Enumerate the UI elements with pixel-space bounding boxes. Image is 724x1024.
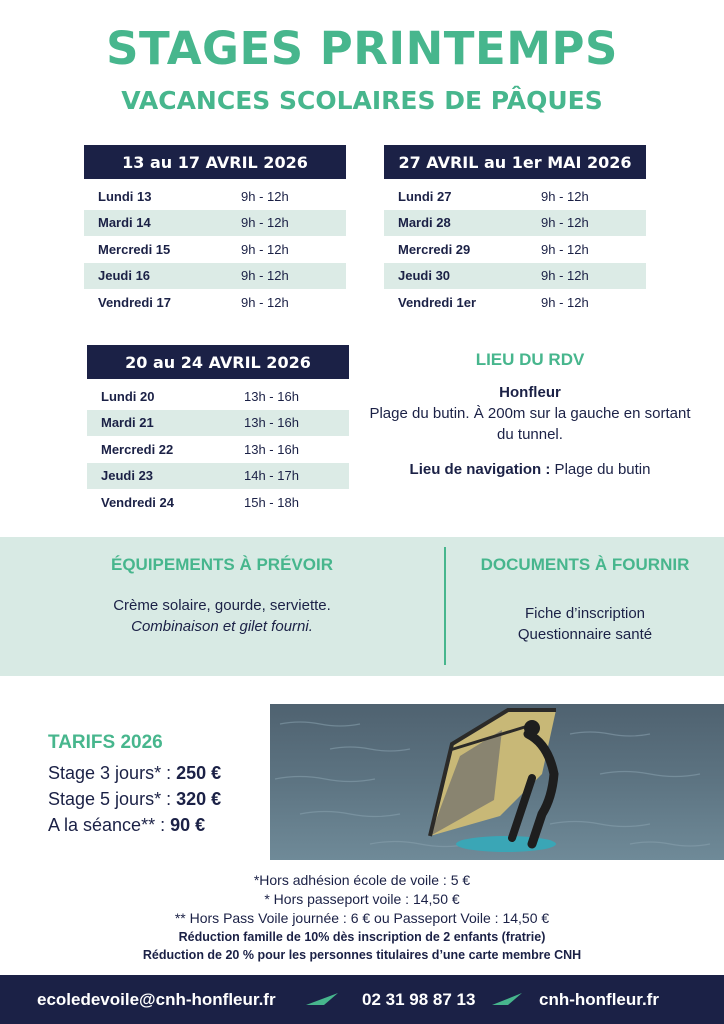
tarif-row	[48, 812, 221, 838]
schedule-row	[384, 263, 646, 290]
schedule-day: Mardi 28	[398, 215, 451, 231]
equipment-section	[0, 555, 444, 637]
schedule-hours: 13h - 16h	[244, 415, 299, 431]
schedule-day: Mardi 21	[101, 415, 154, 431]
documents-line: Fiche d’inscription	[524, 605, 646, 622]
note-line: *Hors adhésion école de voile : 5 €	[253, 872, 471, 888]
tarif-label: Stage 5 jours* :	[48, 789, 177, 809]
schedule-day: Lundi 20	[101, 388, 155, 404]
schedule-week-2	[384, 145, 646, 316]
schedule-day: Vendredi 1er	[398, 294, 477, 310]
note-line: ** Hors Pass Voile journée : 6 € ou Passeport Voile : 14,50 €	[174, 910, 550, 926]
schedule-hours: 9h - 12h	[241, 268, 289, 284]
schedule-row	[384, 183, 646, 210]
schedule-row	[84, 263, 346, 290]
schedule-hours: 9h - 12h	[541, 215, 589, 231]
tarif-label: A la séance** :	[48, 815, 171, 835]
tarif-label: Stage 3 jours* :	[48, 763, 177, 783]
schedule-row	[87, 383, 349, 410]
schedule-day: Mercredi 15	[98, 241, 171, 257]
navigation-value: Plage du butin	[550, 461, 651, 478]
documents-section	[446, 555, 724, 645]
schedule-row	[87, 410, 349, 437]
page-subtitle: VACANCES SCOLAIRES DE PÂQUES	[121, 86, 603, 115]
schedule-row	[84, 236, 346, 263]
schedule-hours: 9h - 12h	[241, 241, 289, 257]
schedule-hours: 9h - 12h	[241, 294, 289, 310]
schedule-day: Jeudi 16	[98, 268, 151, 284]
discount-line: Réduction famille de 10% dès inscription de 2 enfants (fratrie)	[178, 930, 546, 944]
tarif-price: 320 €	[176, 789, 222, 809]
schedule-hours: 9h - 12h	[541, 241, 589, 257]
schedule-hours: 9h - 12h	[241, 188, 289, 204]
meeting-place-title: LIEU DU RDV	[475, 350, 585, 369]
schedule-title: 27 AVRIL au 1er MAI 2026	[384, 145, 646, 179]
footer-email-link[interactable]: ecoledevoile@cnh-honfleur.fr	[37, 990, 276, 1009]
schedule-week-1	[84, 145, 346, 316]
schedule-row	[87, 436, 349, 463]
schedule-hours: 9h - 12h	[541, 188, 589, 204]
wingfoil-photo	[270, 704, 724, 860]
schedule-hours: 9h - 12h	[241, 215, 289, 231]
info-band	[0, 537, 724, 676]
schedule-week-3	[87, 345, 349, 516]
equipment-line-italic: Combinaison et gilet fourni.	[131, 618, 313, 635]
schedule-day: Jeudi 23	[101, 468, 154, 484]
tarif-price: 250 €	[176, 763, 222, 783]
footer-website-link[interactable]: cnh-honfleur.fr	[539, 990, 659, 1009]
schedule-day: Lundi 27	[398, 188, 452, 204]
tarifs-title: TARIFS 2026	[48, 732, 163, 753]
equipment-title: ÉQUIPEMENTS À PRÉVOIR	[111, 555, 333, 574]
schedule-day: Vendredi 24	[101, 494, 174, 510]
sail-logo-icon	[490, 991, 524, 1007]
schedule-row	[384, 289, 646, 316]
schedule-day: Vendredi 17	[98, 294, 171, 310]
page-title: STAGES PRINTEMPS	[106, 22, 618, 75]
discount-line: Réduction de 20 % pour les personnes titulaires d’une carte membre CNH	[142, 948, 582, 962]
schedule-row	[84, 210, 346, 237]
footer-phone-link[interactable]: 02 31 98 87 13	[362, 990, 476, 1009]
equipment-line: Crème solaire, gourde, serviette.	[113, 597, 331, 614]
schedule-row	[84, 183, 346, 210]
documents-line: Questionnaire santé	[517, 626, 653, 643]
schedule-row	[87, 463, 349, 490]
schedule-day: Mardi 14	[98, 215, 151, 231]
schedule-hours: 13h - 16h	[244, 441, 299, 457]
footer	[0, 975, 724, 1024]
schedule-day: Mercredi 22	[101, 441, 174, 457]
schedule-row	[84, 289, 346, 316]
schedule-hours: 9h - 12h	[541, 268, 589, 284]
schedule-hours: 13h - 16h	[244, 388, 299, 404]
schedule-day: Lundi 13	[98, 188, 152, 204]
navigation-place	[364, 461, 696, 478]
schedule-title: 13 au 17 AVRIL 2026	[84, 145, 346, 179]
schedule-row	[87, 489, 349, 516]
meeting-place-text: Plage du butin. À 200m sur la gauche en sortant du tunnel.	[369, 405, 691, 443]
schedule-day: Mercredi 29	[398, 241, 471, 257]
schedule-row	[384, 236, 646, 263]
meeting-place-city: Honfleur	[499, 384, 561, 401]
schedule-title: 20 au 24 AVRIL 2026	[87, 345, 349, 379]
meeting-place	[364, 350, 696, 478]
tarifs-section	[48, 732, 221, 838]
schedule-hours: 14h - 17h	[244, 468, 299, 484]
navigation-label: Lieu de navigation :	[409, 461, 551, 478]
sail-logo-icon	[304, 991, 340, 1007]
note-line: * Hors passeport voile : 14,50 €	[264, 891, 460, 907]
tarif-price: 90 €	[170, 815, 206, 835]
schedule-hours: 9h - 12h	[541, 294, 589, 310]
schedule-day: Jeudi 30	[398, 268, 451, 284]
schedule-hours: 15h - 18h	[244, 494, 299, 510]
price-notes	[0, 871, 724, 964]
tarif-row	[48, 760, 221, 786]
documents-title: DOCUMENTS À FOURNIR	[480, 555, 690, 574]
schedule-row	[384, 210, 646, 237]
tarif-row	[48, 786, 221, 812]
